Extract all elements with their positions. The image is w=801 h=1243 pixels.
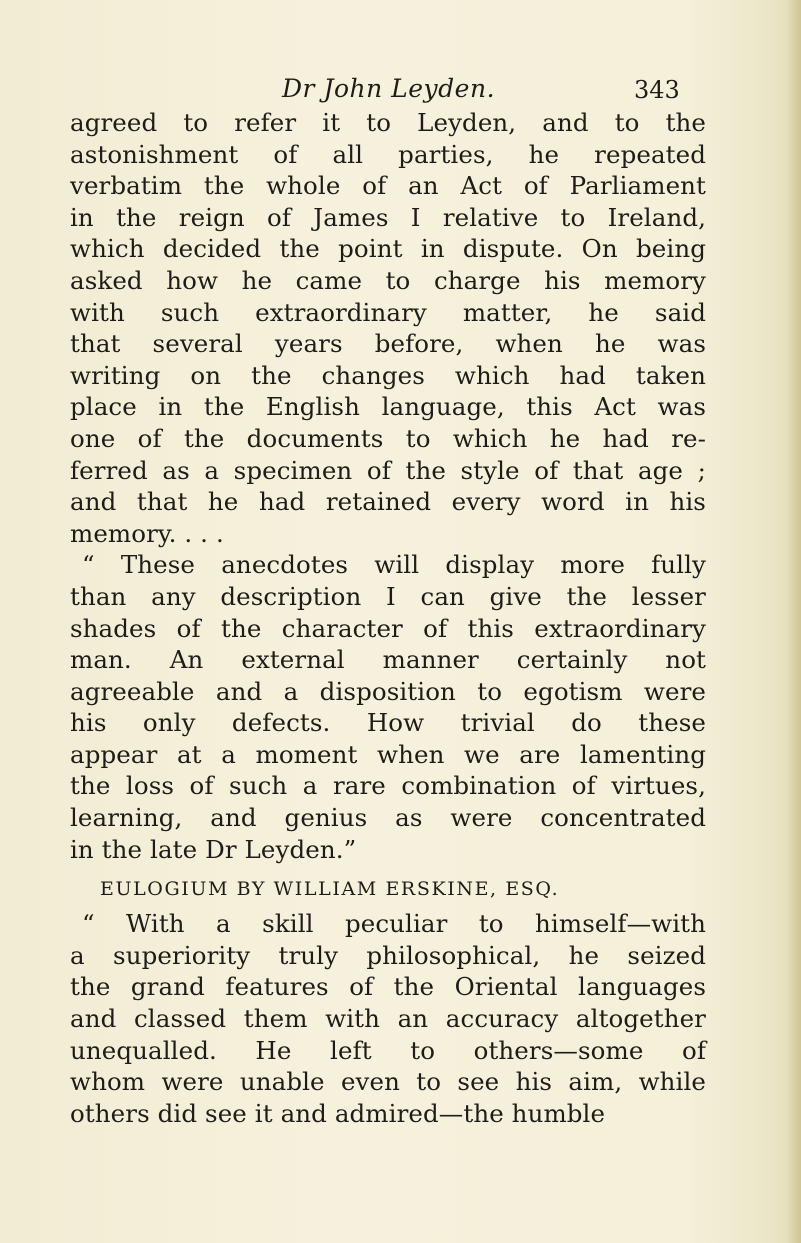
quote-paragraph bbox=[70, 549, 706, 865]
text-line: in the late Dr Leyden.” bbox=[70, 834, 357, 864]
text-line: astonishment of all parties, he repeated bbox=[70, 139, 706, 169]
text-line: others did see it and admired—the humble bbox=[70, 1098, 606, 1128]
page-edge-shadow bbox=[787, 0, 801, 1243]
text-line: which decided the point in dispute. On being bbox=[70, 234, 706, 264]
page-number: 343 bbox=[634, 76, 680, 104]
text-line: than any description I can give the lesser bbox=[70, 581, 706, 611]
text-line: one of the documents to which he had re- bbox=[70, 423, 706, 453]
text-line: memory. . . . bbox=[70, 518, 224, 548]
text-line: with such extraordinary matter, he said bbox=[70, 297, 706, 327]
eulogium-paragraph bbox=[70, 908, 706, 1129]
text-line: a superiority truly philosophical, he seized bbox=[70, 940, 706, 970]
text-line: and classed them with an accuracy altogether bbox=[70, 1004, 706, 1034]
text-line: agreed to refer it to Leyden, and to the bbox=[70, 108, 706, 137]
text-line: writing on the changes which had taken bbox=[70, 360, 706, 390]
text-line: “ These anecdotes will display more fully bbox=[82, 550, 706, 580]
section-heading: EULOGIUM BY WILLIAM ERSKINE, ESQ. bbox=[100, 878, 560, 901]
text-line: appear at a moment when we are lamenting bbox=[70, 739, 706, 769]
text-line: and that he had retained every word in his bbox=[70, 487, 706, 517]
text-line: place in the English language, this Act was bbox=[70, 392, 706, 422]
text-line: learning, and genius as were concentrated bbox=[70, 803, 706, 833]
running-head bbox=[0, 68, 801, 108]
continuation-paragraph bbox=[70, 107, 706, 549]
running-head-title: Dr John Leyden. bbox=[282, 74, 496, 103]
text-line: “ With a skill peculiar to himself—with bbox=[82, 909, 706, 939]
text-line: in the reign of James I relative to Ireland, bbox=[70, 202, 706, 232]
text-line: man. An external manner certainly not bbox=[70, 645, 706, 675]
text-line: agreeable and a disposition to egotism were bbox=[70, 676, 706, 706]
text-line: verbatim the whole of an Act of Parliament bbox=[70, 171, 706, 201]
body-text bbox=[70, 107, 706, 1129]
text-line: that several years before, when he was bbox=[70, 329, 706, 359]
text-line: shades of the character of this extraordinary bbox=[70, 613, 706, 643]
text-line: asked how he came to charge his memory bbox=[70, 265, 706, 295]
text-line: unequalled. He left to others—some of bbox=[70, 1035, 706, 1065]
text-line: his only defects. How trivial do these bbox=[70, 708, 706, 738]
text-line: whom were unable even to see his aim, while bbox=[70, 1067, 706, 1097]
text-line: ferred as a specimen of the style of that age ; bbox=[70, 455, 706, 485]
text-line: the loss of such a rare combination of virtues, bbox=[70, 771, 706, 801]
text-line: the grand features of the Oriental languages bbox=[70, 972, 706, 1002]
